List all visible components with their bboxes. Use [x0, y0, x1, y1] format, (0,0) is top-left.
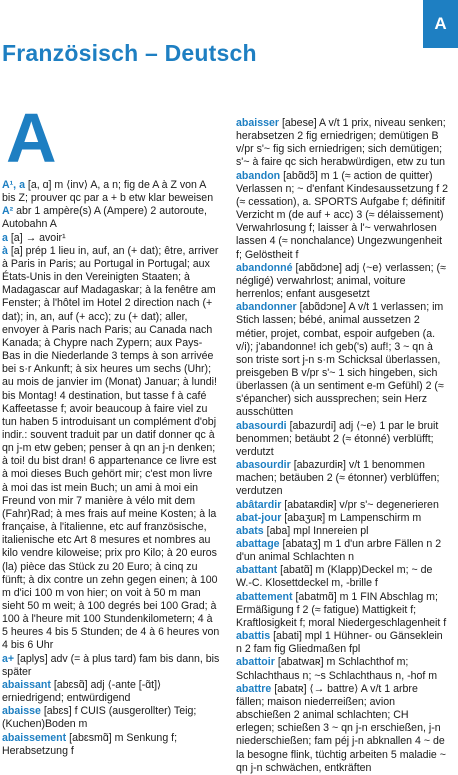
headword: abattant	[236, 564, 278, 577]
entry-text: [abazurdiʀ] v/t 1 benommen machen; betäuben 2 (≈ étonner) verblüffen; verdutzen	[236, 459, 440, 498]
headword: abattre	[236, 682, 272, 695]
dictionary-entry	[236, 512, 448, 525]
entry-text: [abatɑ̃] m (Klapp)Deckel m; ~ de W.-C. Klosettdeckel m, -brille f	[236, 564, 433, 590]
dictionary-entry	[236, 301, 448, 419]
headword: a+	[2, 652, 15, 665]
dictionary-entry	[2, 732, 220, 758]
headword: A¹, a	[2, 179, 25, 191]
dictionary-entry	[236, 564, 448, 590]
entry-text: [a] → avoir¹	[10, 231, 66, 244]
dictionary-entry	[236, 170, 448, 262]
entry-text: [abɛsɑ̃] adj ⟨-ante [-ɑ̃t]⟩ erniedrigend; entwürdigend	[2, 678, 162, 705]
headword: abat-jour	[236, 511, 282, 524]
dictionary-entry	[2, 245, 220, 653]
dictionary-entry	[2, 653, 220, 679]
entry-text: [a, ɑ] m ⟨inv⟩ A, a n; fig de A à Z von A bis Z; prouver qc par a + b etw klar beweisen	[2, 179, 214, 205]
headword: abandonner	[236, 301, 297, 314]
headword: abaisser	[236, 117, 279, 129]
right-column	[236, 117, 448, 775]
entry-text: [abɑ̃dɔ̃] m 1 (≈ action de quitter) Verlassen n; ~ d'enfant Kindesaussetzung f 2 (≈ cessation), a. SPORTS Aufgabe f; définitif Verzicht m (de auf + acc) 3 (≈ délaissement) Verwahrlosung f; laisser à l'~ verwahrlosen lassen 4 (≈ nonchalance) Ungezwungenheit f; Gelöstheit f	[236, 169, 448, 261]
left-column	[2, 179, 220, 758]
headword: abattis	[236, 630, 271, 643]
headword: abattement	[236, 590, 293, 603]
dictionary-entry	[2, 232, 220, 245]
dictionary-entry	[2, 705, 220, 731]
headword: à	[2, 244, 8, 257]
dictionary-entry	[236, 459, 448, 498]
dictionary-entry	[236, 525, 448, 538]
dictionary-entry	[2, 179, 220, 205]
headword: abattoir	[236, 656, 275, 669]
entry-text: [abɑ̃dɔne] A v/t 1 verlassen; im Stich lassen; bébé, animal aussetzen 2 métier, projet, combat, espoir aufgeben (a. v/i); j'abandonne! ich geb('s) auf!; 3 ~ qn à son triste sort j-n s·m Schicksal überlassen, preisgeben B v/pr s'~ 1 sich hingeben, sich überlassen (à un sentiment e-m Gefühl) 2 (≈ s'épancher) sich aussprechen; sein Herz ausschütten	[236, 301, 444, 419]
entry-text: [abatwaʀ] m Schlachthof m; Schlachthaus n; ~s Schlachthaus n, -hof m	[236, 656, 438, 682]
entry-text: [abataʒ] m 1 d'un arbre Fällen n 2 d'un animal Schlachten n	[236, 538, 442, 564]
headword: abasourdir	[236, 459, 291, 472]
headword: abasourdi	[236, 419, 287, 432]
dictionary-entry	[2, 205, 220, 231]
entry-text: [abese] A v/t 1 prix, niveau senken; herabsetzen 2 fig erniedrigen; demütigen B v/pr s'~ fig sich erniedrigen; sich demütigen; s'~ à faire qc sich herabwürdigen, etw zu tun	[236, 117, 446, 169]
dictionary-entry	[236, 630, 448, 656]
entry-text: [abazurdi] adj ⟨~e⟩ 1 par le bruit benommen; betäubt 2 (≈ étonné) verblüfft; verdutzt	[236, 419, 439, 458]
entry-text: [abatmɑ̃] m 1 FIN Abschlag m; Ermäßigung f 2 (≈ fatigue) Mattigkeit f; Kraftlosigkeit f; moral Niedergeschlagenheit f	[236, 590, 447, 629]
entry-text: [aba] mpl Innereien pl	[266, 524, 369, 537]
letter-tab: A	[423, 0, 458, 48]
dictionary-entry	[236, 499, 448, 512]
entry-text: [abatʀ] ⟨→ battre⟩ A v/t 1 arbre fällen; maison niederreißen; avion abschießen 2 animal schlachten; CH erlegen; schießen 3 ~ qn j-n erschießen, j-n niederschießen; fam péj j-n abknallen 4 ~ de la besogne flink, tüchtig arbeiten 5 maladie ~ qn j-n schwächen, entkräften	[236, 682, 446, 774]
page-title: Französisch – Deutsch	[2, 40, 257, 66]
dictionary-entry	[236, 420, 448, 459]
headword: abaissement	[2, 731, 67, 744]
dictionary-entry	[2, 679, 220, 705]
headword: abattage	[236, 538, 280, 550]
entry-text: [aplys] adv (= à plus tard) fam bis dann, bis später	[2, 652, 220, 678]
dictionary-entry	[236, 683, 448, 775]
headword: A²	[2, 205, 14, 218]
entry-text: [abɛs] f CUIS (ausgerollter) Teig; (Kuchen)Boden m	[2, 705, 197, 731]
entry-text: [abaʒuʀ] m Lampenschirm m	[284, 511, 422, 524]
section-letter: A	[6, 99, 57, 177]
entry-text: [abataʀdiʀ] v/pr s'~ degenerieren	[284, 498, 439, 511]
entry-text: [abɛsmɑ̃] m Senkung f; Herabsetzung f	[2, 731, 178, 757]
headword: abandonné	[236, 261, 293, 274]
dictionary-entry	[236, 591, 448, 630]
dictionary-entry	[236, 538, 448, 564]
dictionary-entry	[236, 262, 448, 301]
headword: abandon	[236, 169, 281, 182]
entry-text: [a] prép 1 lieu in, auf, an (+ dat); être, arriver à Paris in Paris; au Portugal in Portugal; aux États-Unis in den Vereinigten Staaten; à Madagascar auf Madagaskar; à la fenêtre am Fenster; à l'hôtel im Hotel 2 direction nach (+ dat); in, an, auf (+ acc); zu (+ dat); aller, envoyer à Paris nach Paris; au Canada nach Kanada; à Chypre nach Zypern; aux Pays-Bas in die Niederlande 3 temps à son arrivée bei s·r Ankunft; à six heures um sechs (Uhr); au mois de janvier im (Monat) Januar; à lundi! bis Montag! 4 destination, but tasse f à café Kaffeetasse f; avoir beaucoup à faire viel zu tun haben 5 introduisant un complément d'obj indir.: souvent traduit par un datif donner qc à qn j-m etw geben; penser à qn an j-n denken; à toi! du bist dran! 6 appartenance ce livre est à moi dieses Buch gehört mir; c'est mon livre à moi das ist mein Buch; un ami à moi ein Freund von mir 7 manière à vélo mit dem (Fahr)Rad; à mes frais auf meine Kosten; à la française, à l'italienne, etc auf französische, italienische etc Art 8 mesures et nombres au kilo vendre kiloweise; prix pro Kilo; à 20 euros (la) pièce das Stück zu 20 Euro; à cinq zu fünft; à dix contre un zehn gegen einen; à 100 m d'ici 100 m von hier; on voit à 50 m man sieht 50 m weit; à 100 degrés bei 100 Grad; à 100 à l'heure mit 100 Stundenkilometern; 4 à 5 heures 4 bis 5 Stunden; de 4 à 6 heures von 4 bis 6 Uhr	[2, 244, 220, 652]
headword: a	[2, 231, 8, 244]
headword: abaisse	[2, 705, 41, 718]
entry-text: [abati] mpl 1 Hühner- ou Gänseklein n 2 fam fig Gliedmaßen fpl	[236, 630, 443, 656]
headword: abâtardir	[236, 498, 282, 511]
headword: abats	[236, 524, 264, 537]
dictionary-entry	[236, 117, 448, 170]
dictionary-entry	[236, 656, 448, 682]
entry-text: [abɑ̃dɔne] adj ⟨~e⟩ verlassen; (≈ négligé) verwahrlost; animal, voiture herrenlos; enfant ausgesetzt	[236, 261, 446, 301]
headword: abaissant	[2, 678, 51, 691]
entry-text: abr 1 ampère(s) A (Ampere) 2 autoroute, Autobahn A	[2, 205, 207, 231]
